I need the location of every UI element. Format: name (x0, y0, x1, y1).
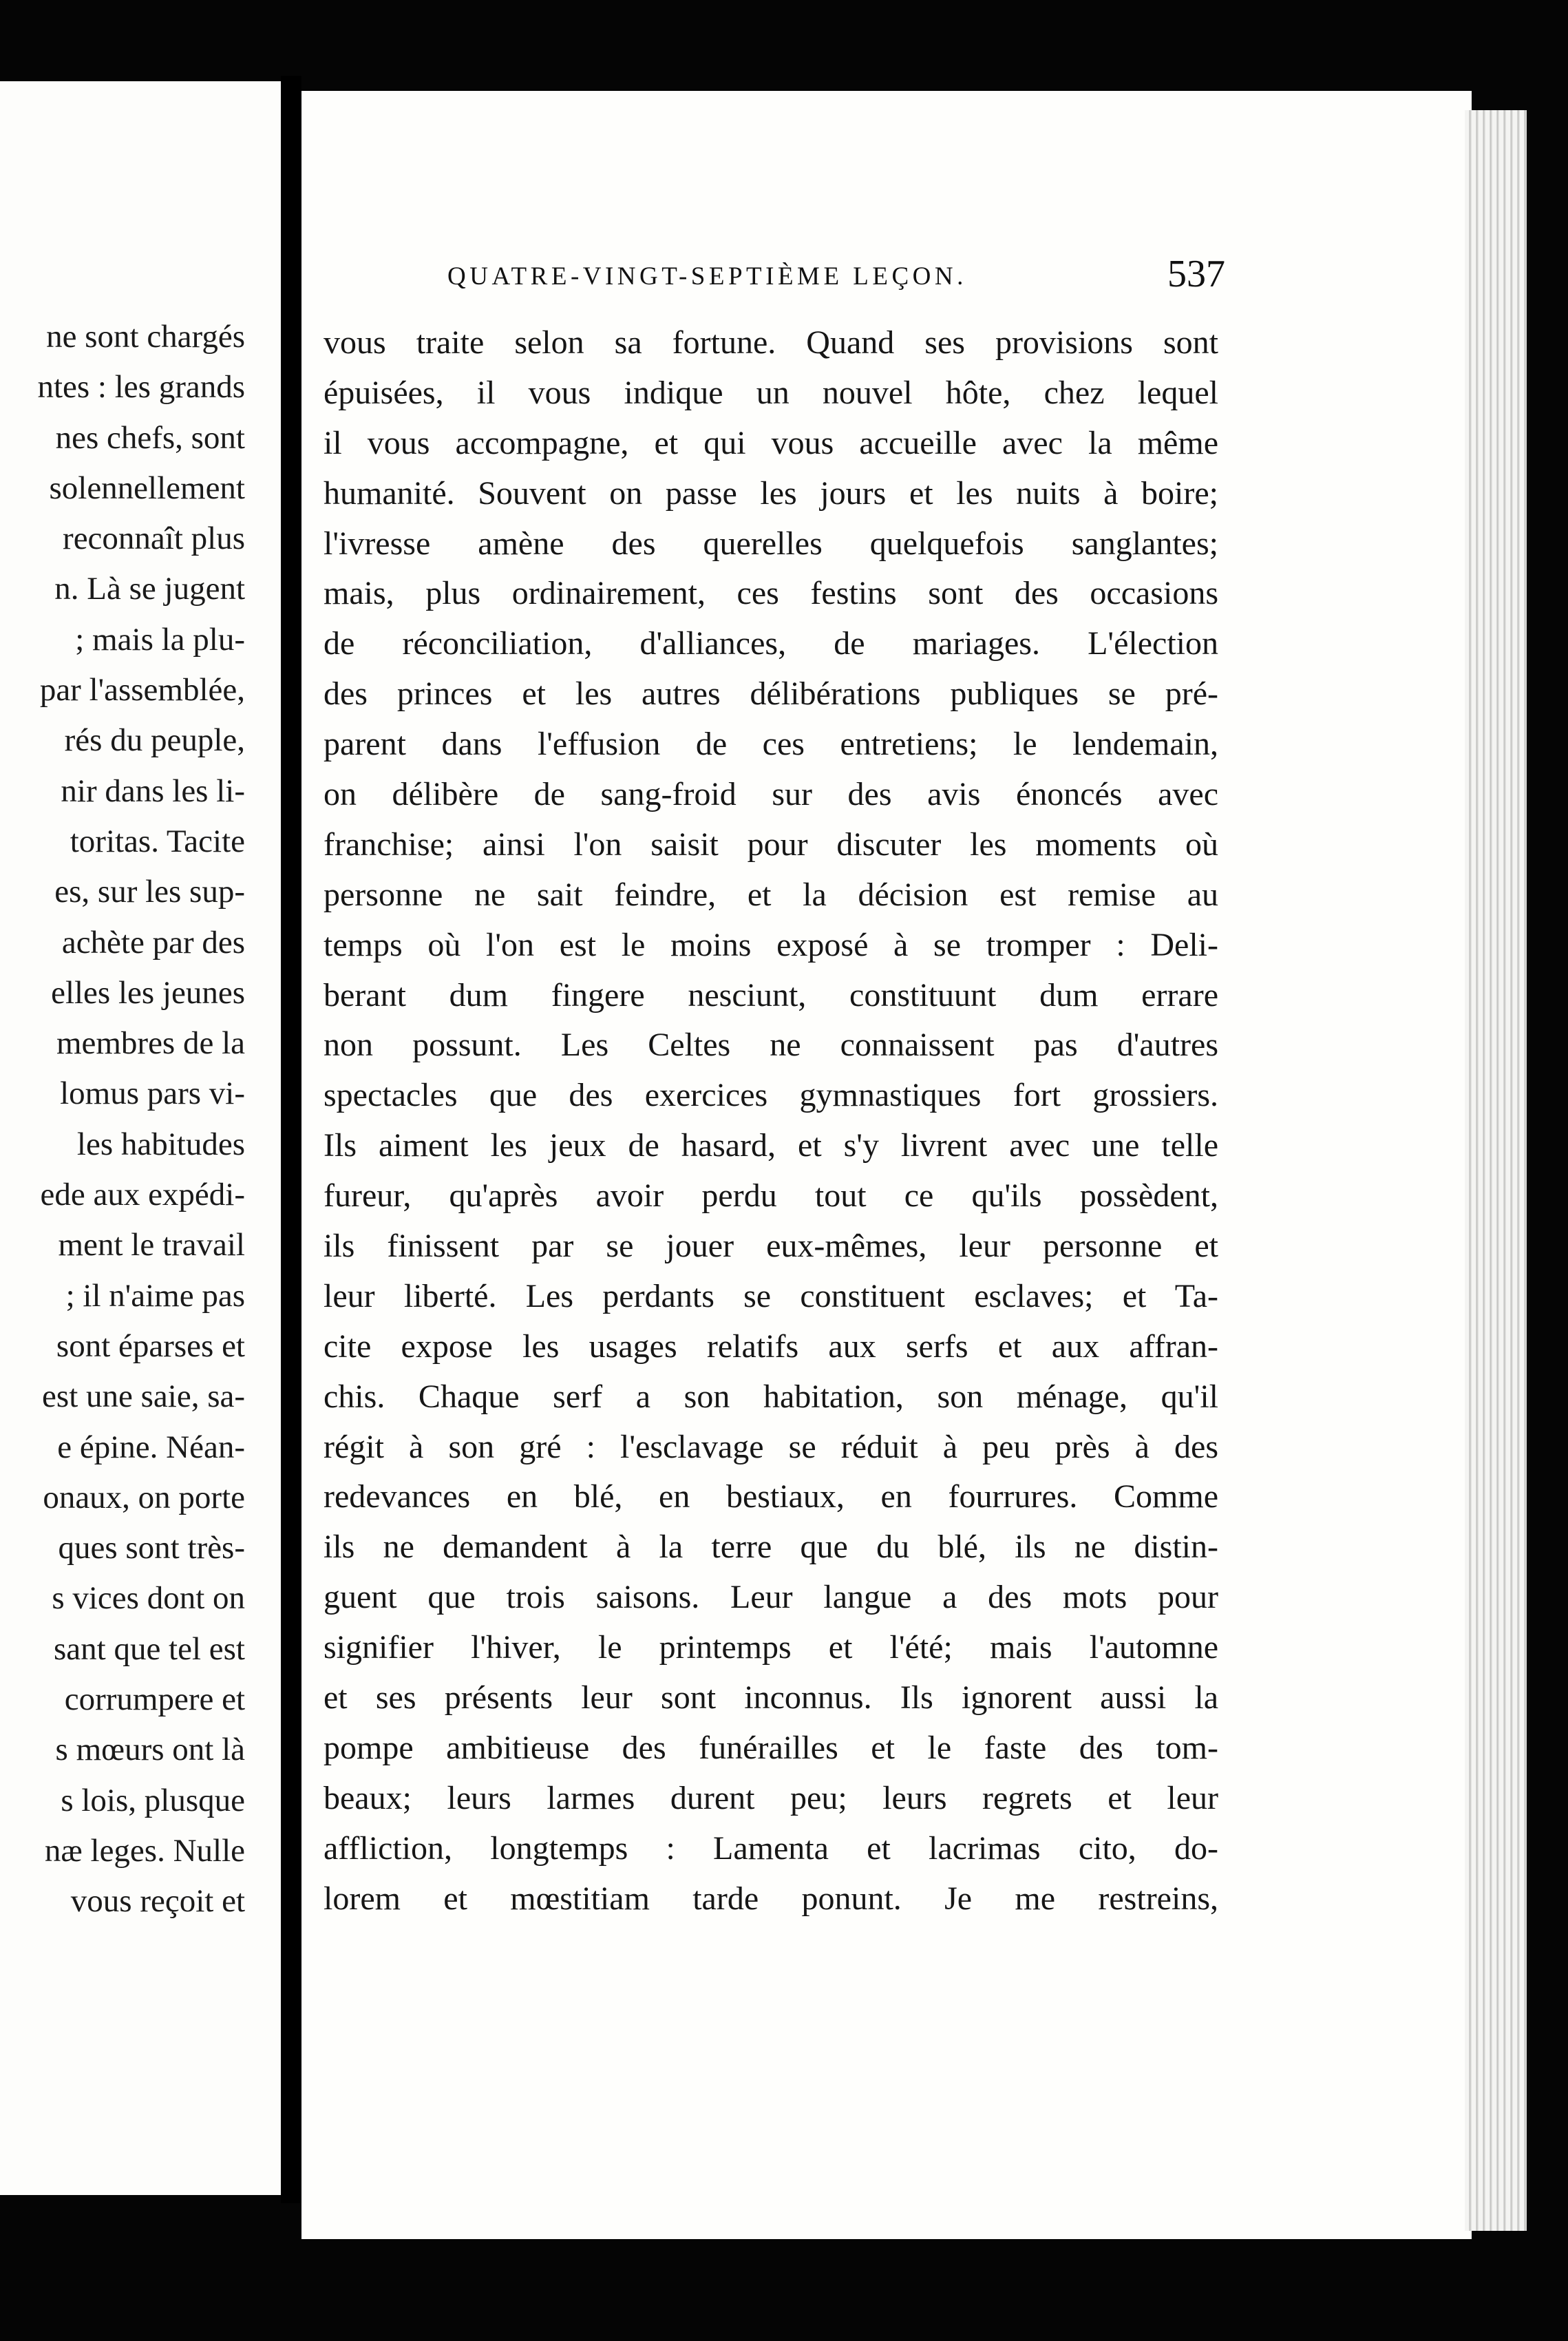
page-number: 537 (1167, 253, 1225, 295)
left-text-line: ntes : les grands (37, 369, 245, 406)
page-edge (1465, 110, 1527, 2231)
text-line: Ils aiment les jeux de hasard, et s'y livrent avec une telle (324, 1127, 1218, 1164)
left-page (0, 81, 281, 2195)
running-title: QUATRE-VINGT-SEPTIÈME LEÇON. (447, 262, 967, 291)
text-line: leur liberté. Les perdants se constituent esclaves; et Ta- (324, 1277, 1218, 1314)
text-line: vous traite selon sa fortune. Quand ses provisions sont (324, 324, 1218, 361)
text-line: mais, plus ordinairement, ces festins sont des occasions (324, 575, 1218, 612)
left-text-line: ment le travail (58, 1227, 245, 1263)
text-line: et ses présents leur sont inconnus. Ils ignorent aussi la (324, 1679, 1218, 1717)
left-text-line: es, sur les sup- (54, 874, 245, 910)
text-line: affliction, longtemps : Lamenta et lacrimas cito, do- (324, 1829, 1218, 1867)
text-line: l'ivresse amène des querelles quelquefois sanglantes; (324, 525, 1218, 562)
text-line: épuisées, il vous indique un nouvel hôte, chez lequel (324, 374, 1218, 411)
left-text-line: nir dans les li- (61, 773, 245, 809)
text-line: on délibère de sang-froid sur des avis énoncés avec (324, 776, 1218, 813)
left-text-line: est une saie, sa- (42, 1378, 245, 1415)
left-text-line: sant que tel est (53, 1630, 245, 1667)
left-text-line: ; il n'aime pas (65, 1277, 245, 1314)
left-text-line: onaux, on porte (43, 1479, 245, 1515)
left-text-line: achète par des (61, 924, 245, 960)
text-line: ils ne demandent à la terre que du blé, ils ne distin- (324, 1529, 1218, 1566)
left-text-line: corrumpere et (64, 1681, 245, 1718)
text-line: non possunt. Les Celtes ne connaissent pas d'autres (324, 1027, 1218, 1064)
text-line: humanité. Souvent on passe les jours et les nuits à boire; (324, 474, 1218, 512)
text-line: il vous accompagne, et qui vous accueille avec la même (324, 424, 1218, 461)
left-text-line: elles les jeunes (51, 974, 245, 1011)
left-text-line: s mœurs ont là (55, 1732, 245, 1768)
left-text-line: solennellement (49, 470, 245, 506)
text-line: beaux; leurs larmes durent peu; leurs regrets et leur (324, 1779, 1218, 1816)
left-text-line: e épine. Néan- (57, 1429, 245, 1465)
text-line: franchise; ainsi l'on saisit pour discuter les moments où (324, 826, 1218, 863)
text-line: signifier l'hiver, le printemps et l'été; mais l'automne (324, 1629, 1218, 1666)
body-text (324, 318, 1218, 1924)
left-text-line: s lois, plusque (61, 1782, 245, 1818)
text-line: redevances en blé, en bestiaux, en fourrures. Comme (324, 1478, 1218, 1515)
text-line: chis. Chaque serf a son habitation, son ménage, qu'il (324, 1378, 1218, 1415)
text-line: guent que trois saisons. Leur langue a des mots pour (324, 1579, 1218, 1616)
text-line: personne ne sait feindre, et la décision est remise au (324, 876, 1218, 913)
left-text-line: lomus pars vi- (60, 1075, 245, 1112)
left-text-line: ne sont chargés (46, 319, 245, 355)
text-line: berant dum fingere nesciunt, constituunt dum errare (324, 976, 1218, 1014)
book-gutter (281, 76, 301, 2203)
left-text-line: næ leges. Nulle (44, 1832, 245, 1869)
left-text-line: rés du peuple, (64, 722, 245, 759)
text-line: ils finissent par se jouer eux-mêmes, leur personne et (324, 1228, 1218, 1265)
text-line: cite expose les usages relatifs aux serfs et aux affran- (324, 1327, 1218, 1365)
running-head (447, 253, 1225, 310)
text-line: de réconciliation, d'alliances, de mariages. L'élection (324, 625, 1218, 662)
left-text-line: nes chefs, sont (55, 419, 245, 456)
left-text-line: sont éparses et (56, 1327, 245, 1364)
left-text-line: toritas. Tacite (70, 823, 245, 859)
left-text-line: les habitudes (76, 1126, 245, 1162)
left-text-line: par l'assemblée, (39, 672, 245, 708)
text-line: fureur, qu'après avoir perdu tout ce qu'ils possèdent, (324, 1177, 1218, 1215)
left-text-line: ques sont très- (58, 1530, 245, 1566)
text-line: spectacles que des exercices gymnastiques fort grossiers. (324, 1077, 1218, 1114)
left-text-line: ede aux expédi- (40, 1177, 245, 1213)
left-text-line: membres de la (56, 1025, 245, 1062)
text-line: régit à son gré : l'esclavage se réduit à peu près à des (324, 1428, 1218, 1465)
left-text-line: ; mais la plu- (75, 621, 245, 658)
text-line: des princes et les autres délibérations publiques se pré- (324, 675, 1218, 713)
left-text-line: reconnaît plus (63, 521, 245, 557)
left-page-text (0, 312, 245, 1927)
text-line: temps où l'on est le moins exposé à se tromper : Deli- (324, 926, 1218, 963)
left-text-line: n. Là se jugent (54, 571, 245, 607)
text-line: parent dans l'effusion de ces entretiens; le lendemain, (324, 726, 1218, 763)
text-line: pompe ambitieuse des funérailles et le faste des tom- (324, 1729, 1218, 1766)
text-line: lorem et mœstitiam tarde ponunt. Je me restreins, (324, 1880, 1218, 1917)
left-text-line: vous reçoit et (70, 1883, 245, 1920)
left-text-line: s vices dont on (52, 1580, 245, 1617)
